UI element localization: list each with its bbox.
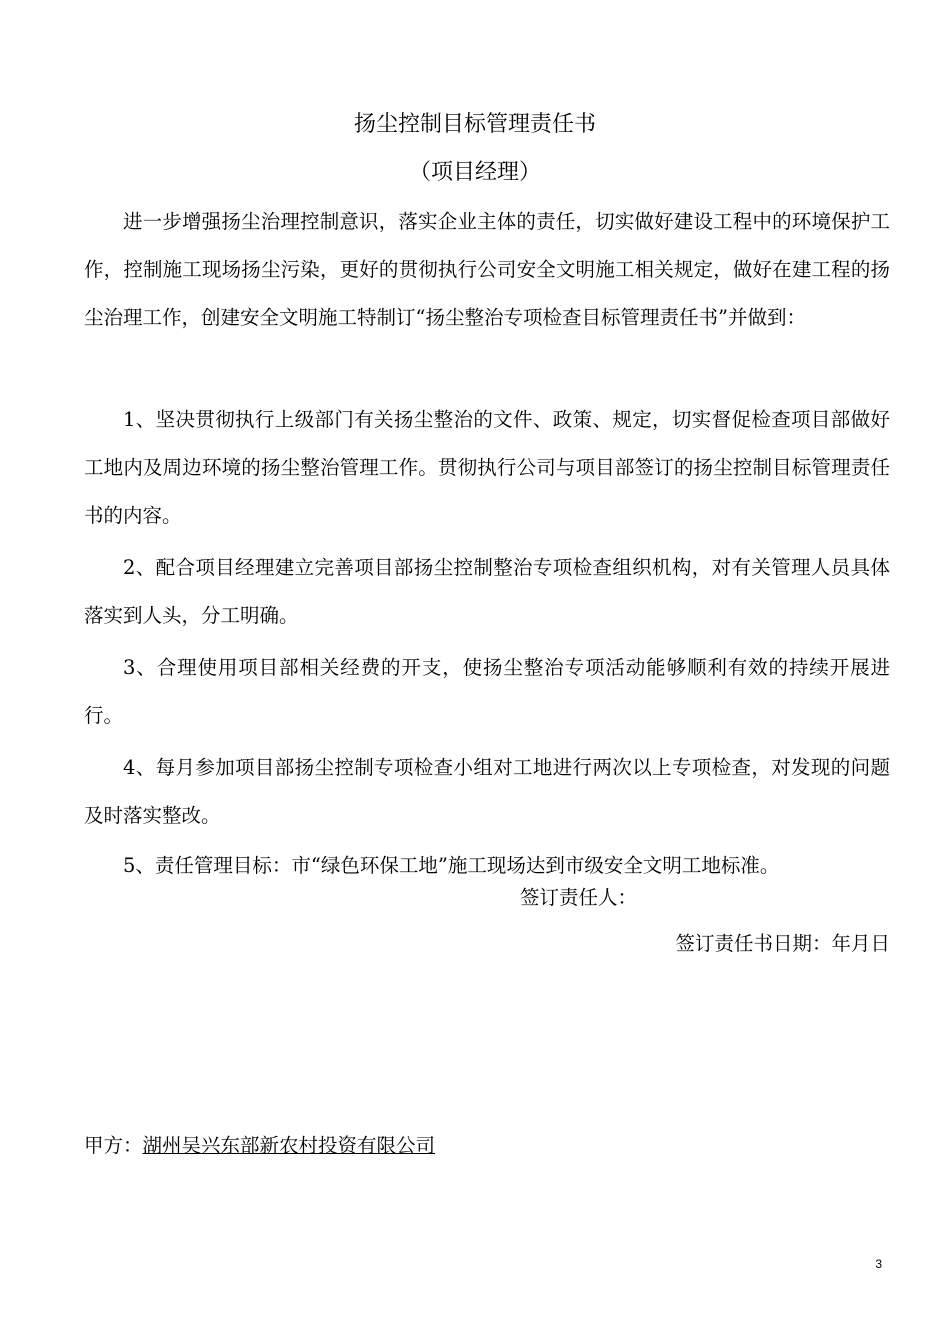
sign-date-label: 签订责任书日期：年月日 <box>675 932 890 955</box>
signer-label: 签订责任人： <box>520 886 638 909</box>
party-a <box>84 1128 435 1164</box>
clause-3: 3、合理使用项目部相关经费的开支，使扬尘整治专项活动能够顺利有效的持续开展进行。 <box>84 656 890 727</box>
page-number: 3 <box>875 1257 882 1271</box>
clause-4: 4、每月参加项目部扬尘控制专项检查小组对工地进行两次以上专项检查，对发现的问题及时落实整改。 <box>84 756 890 827</box>
document-title: 扬尘控制目标管理责任书 <box>353 112 596 137</box>
clause-2: 2、配合项目经理建立完善项目部扬尘控制整治专项检查组织机构，对有关管理人员具体落实到人头，分工明确。 <box>84 556 890 627</box>
clause-1: 1、坚决贯彻执行上级部门有关扬尘整治的文件、政策、规定，切实督促检查项目部做好工地内及周边环境的扬尘整治管理工作。贯彻执行公司与项目部签订的扬尘控制目标管理责任书的内容。 <box>84 408 890 527</box>
document-subtitle: （项目经理） <box>408 160 541 185</box>
intro-paragraph: 进一步增强扬尘治理控制意识，落实企业主体的责任，切实做好建设工程中的环境保护工作，控制施工现场扬尘污染，更好的贯彻执行公司安全文明施工相关规定，做好在建工程的扬尘治理工作，创建安全文明施工特制订“扬尘整治专项检查目标管理责任书”并做到： <box>84 210 890 329</box>
party-a-label: 甲方： <box>84 1134 143 1157</box>
clause-5: 5、责任管理目标：市“绿色环保工地”施工现场达到市级安全文明工地标准。 <box>123 854 780 877</box>
party-a-name: 湖州吴兴东部新农村投资有限公司 <box>142 1134 436 1157</box>
